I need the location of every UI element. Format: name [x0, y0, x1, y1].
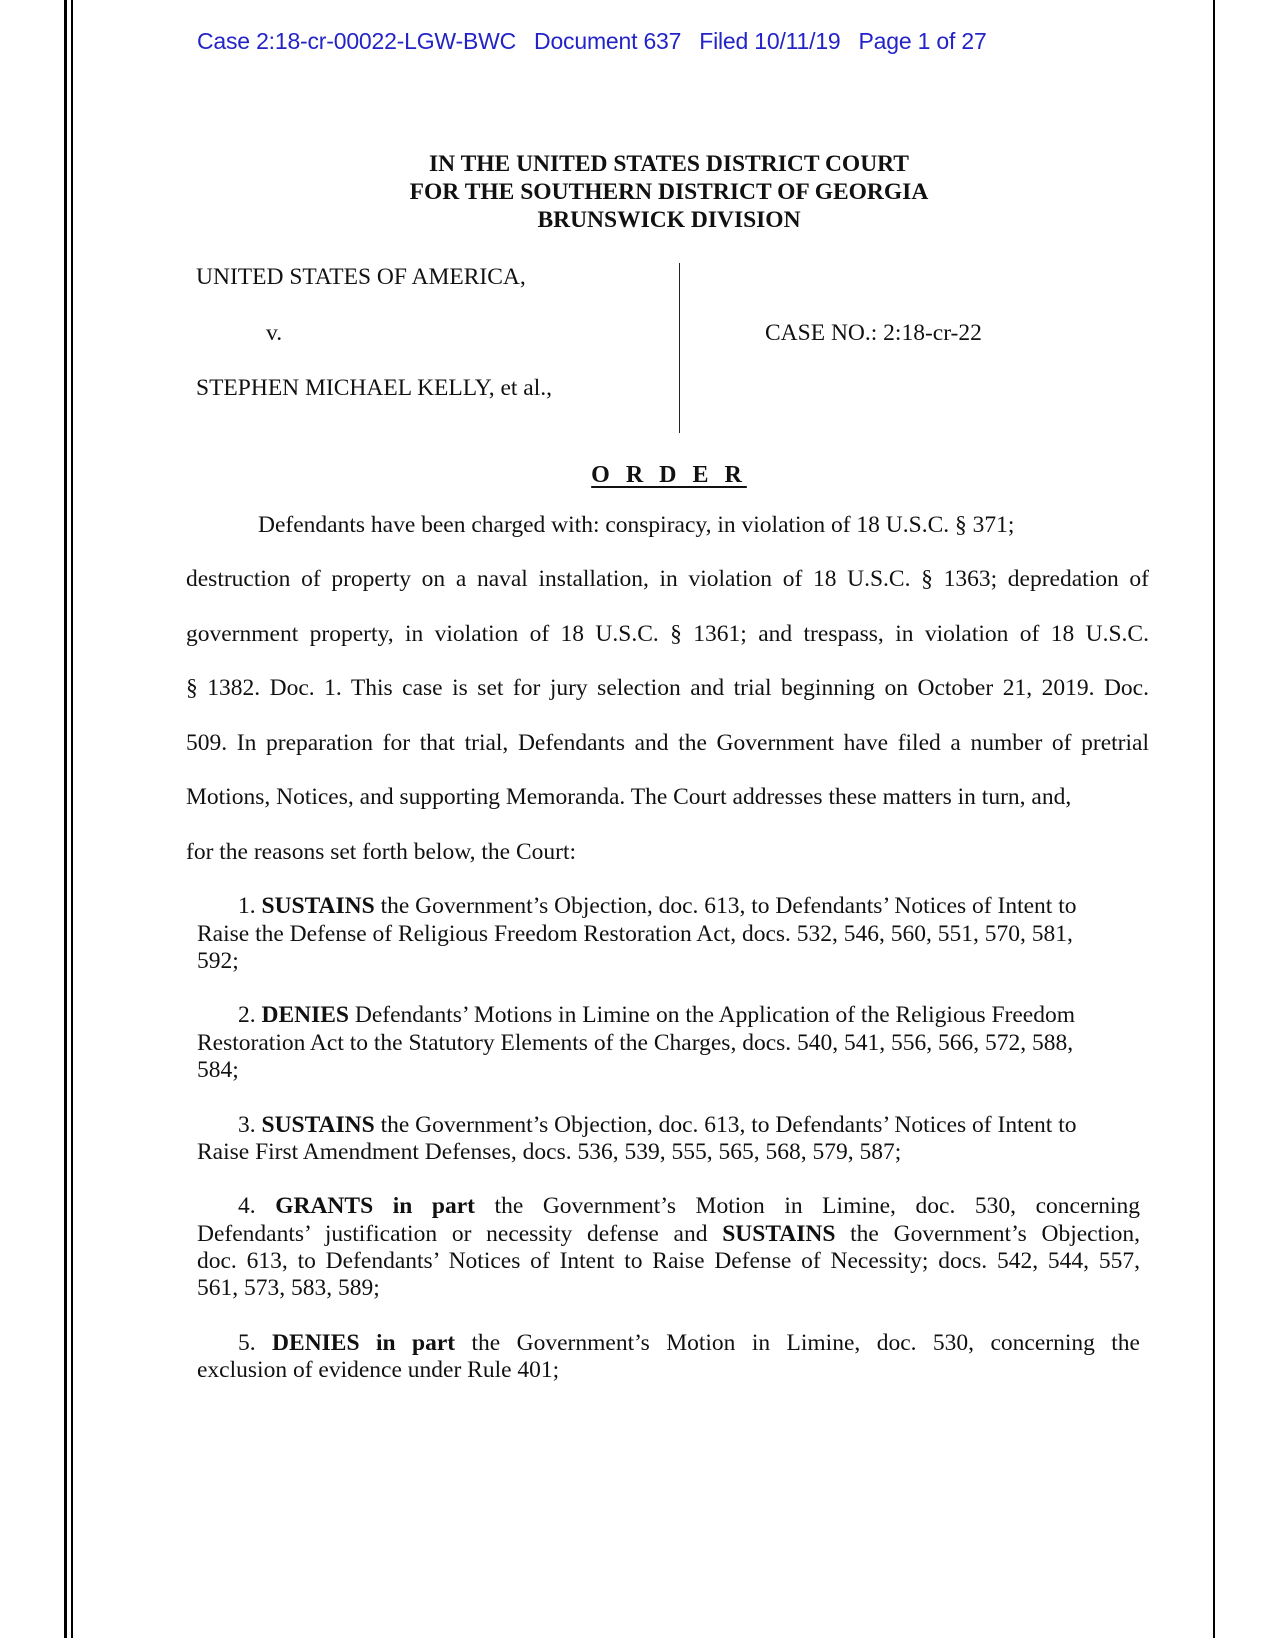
- caption-defendant: STEPHEN MICHAEL KELLY, et al.,: [196, 375, 552, 401]
- order-item-line: Raise the Defense of Religious Freedom Restoration Act, docs. 532, 546, 560, 551, 570, 581,: [197, 921, 1073, 947]
- intro-line: for the reasons set forth below, the Court:: [186, 839, 577, 865]
- order-item-line: doc. 613, to Defendants’ Notices of Intent to Raise Defense of Necessity; docs. 542, 544, 557,: [197, 1248, 1140, 1274]
- ecf-header-stamp: [197, 28, 987, 55]
- intro-line: § 1382. Doc. 1. This case is set for jury selection and trial beginning on October 21, 2019. Doc.: [186, 675, 1149, 701]
- order-item-line: Defendants’ justification or necessity defense and SUSTAINS the Government’s Objection,: [197, 1221, 1141, 1247]
- order-item-line: exclusion of evidence under Rule 401;: [197, 1357, 560, 1383]
- case-number: CASE NO.: 2:18-cr-22: [765, 320, 982, 346]
- order-item-1: 1. SUSTAINS the Government’s Objection, doc. 613, to Defendants’ Notices of Intent to: [238, 893, 1077, 919]
- ruling-verb: SUSTAINS: [261, 1112, 375, 1138]
- order-item-line: Raise First Amendment Defenses, docs. 536, 539, 555, 565, 568, 579, 587;: [197, 1139, 902, 1165]
- intro-line: destruction of property on a naval installation, in violation of 18 U.S.C. § 1363; depredation of: [186, 566, 1149, 592]
- order-item-2: 2. DENIES Defendants’ Motions in Limine on the Application of the Religious Freedom: [238, 1002, 1076, 1028]
- order-item-line: 561, 573, 583, 589;: [197, 1275, 380, 1301]
- order-heading: O R D E R: [591, 462, 747, 488]
- intro-line: Defendants have been charged with: conspiracy, in violation of 18 U.S.C. § 371;: [258, 512, 1015, 538]
- intro-line: Motions, Notices, and supporting Memoranda. The Court addresses these matters in turn, and,: [186, 784, 1072, 810]
- page-border-left-outer: [64, 0, 67, 1638]
- stamp-filed: Filed 10/11/19: [699, 28, 841, 54]
- stamp-document: Document 637: [534, 28, 682, 54]
- court-title-line: IN THE UNITED STATES DISTRICT COURT: [429, 151, 909, 177]
- court-title-line: FOR THE SOUTHERN DISTRICT OF GEORGIA: [409, 179, 929, 205]
- ruling-verb: DENIES: [261, 1002, 350, 1028]
- caption-divider: [679, 263, 680, 433]
- order-item-line: 584;: [197, 1057, 239, 1083]
- order-item-line: Restoration Act to the Statutory Elements of the Charges, docs. 540, 541, 556, 566, 572, 588,: [197, 1030, 1074, 1056]
- ruling-verb: GRANTS in part: [275, 1193, 475, 1219]
- order-item-line: 592;: [197, 948, 239, 974]
- page-border-left-inner: [71, 0, 73, 1638]
- order-item-3: 3. SUSTAINS the Government’s Objection, doc. 613, to Defendants’ Notices of Intent to: [238, 1112, 1077, 1138]
- ruling-verb: SUSTAINS: [722, 1221, 836, 1247]
- order-item-5: 5. DENIES in part the Government’s Motion in Limine, doc. 530, concerning the: [238, 1330, 1140, 1356]
- ruling-verb: DENIES in part: [272, 1330, 456, 1356]
- page-border-right: [1213, 0, 1215, 1638]
- court-title: [0, 150, 1265, 234]
- ruling-verb: SUSTAINS: [261, 893, 375, 919]
- caption-plaintiff: UNITED STATES OF AMERICA,: [196, 264, 526, 290]
- intro-line: government property, in violation of 18 U.S.C. § 1361; and trespass, in violation of 18 U.S.C.: [186, 621, 1149, 647]
- caption-versus: v.: [266, 320, 283, 346]
- order-item-4: 4. GRANTS in part the Government’s Motion in Limine, doc. 530, concerning: [238, 1193, 1140, 1219]
- intro-line: 509. In preparation for that trial, Defendants and the Government have filed a number of pretrial: [186, 730, 1149, 756]
- stamp-case: Case 2:18-cr-00022-LGW-BWC: [197, 28, 517, 54]
- stamp-page: Page 1 of 27: [858, 28, 987, 54]
- court-title-line: BRUNSWICK DIVISION: [537, 207, 801, 233]
